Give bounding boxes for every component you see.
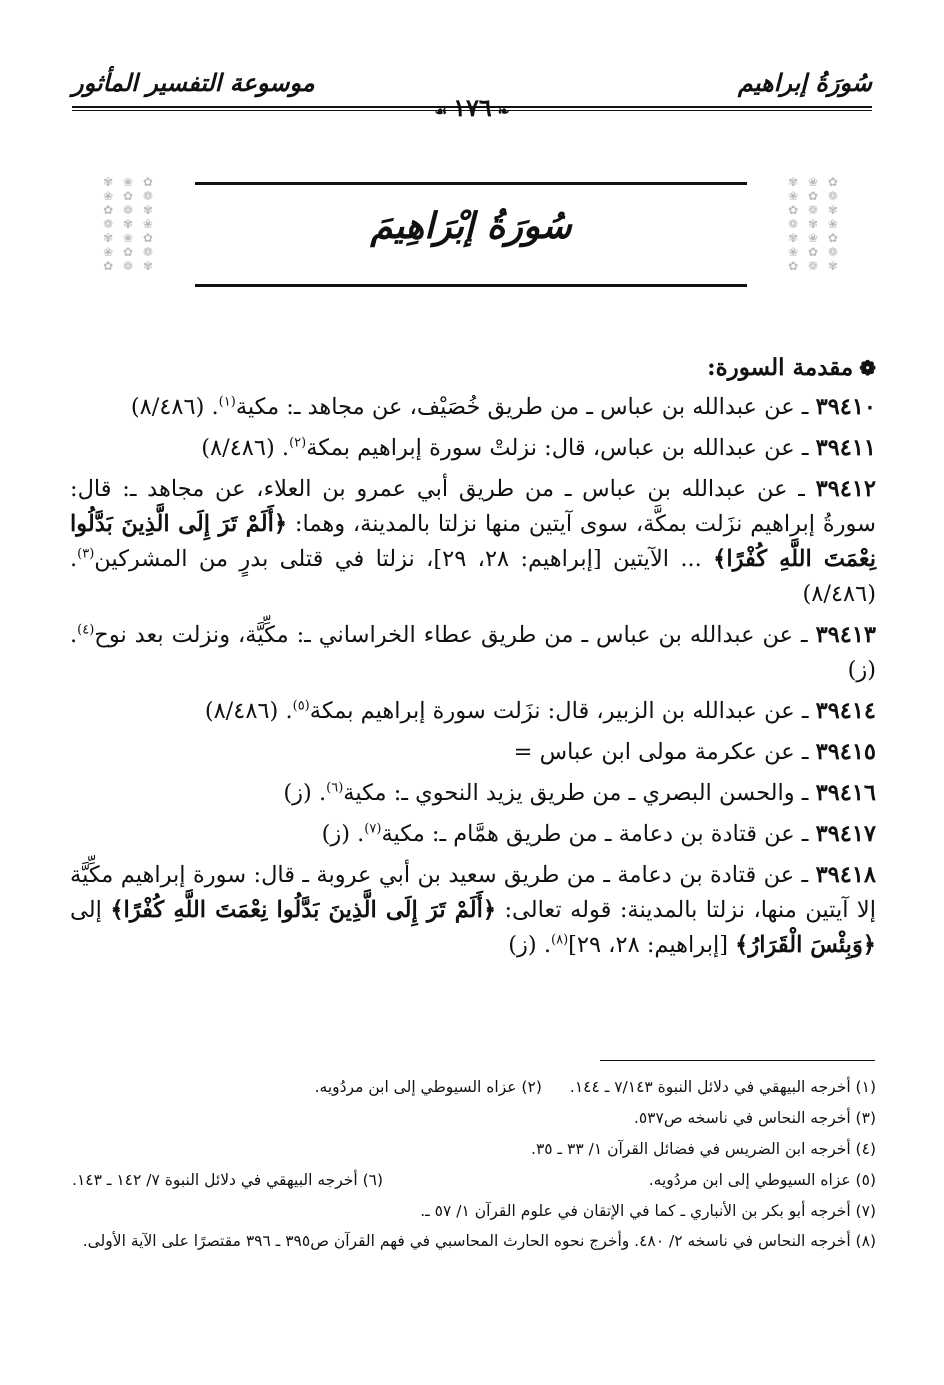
narration-text: ـ عن عبدالله بن الزبير، قال: نزَلت سورة إبراهيم بمكة — [309, 698, 816, 724]
section-title: مقدمة السورة: — [707, 354, 854, 381]
footnote: (٣) أخرجه النحاس في ناسخه ص٥٣٧. — [633, 1109, 876, 1127]
section-heading — [70, 350, 876, 386]
floral-ornament-icon: ✿ ❀ ✾ ❁ ✿ ❀ ✾ ❁ ✿ ❀ ✾ ❁ ✿ ❀ ✾ ❁ ✿ ❀ ✾ ❁ ✿ — [788, 175, 841, 273]
narration-text: [إبراهيم: ٢٨، ٢٩] — [568, 932, 736, 958]
narration-number: ٣٩٤١٨ — [815, 862, 876, 888]
narration-text: ـ عن عبدالله بن عباس، قال: نزلتْ سورة إبراهيم بمكة — [306, 435, 816, 461]
footnote-ref: (٣) — [77, 546, 95, 562]
surah-running-title: سُورَةُ إبراهيم — [737, 68, 872, 97]
narration-text: ـ عن قتادة بن دعامة ـ من طريق سعيد بن أبي عروبة ـ قال: سورة إبراهيم مكِّيَّة إلا آيتين منها، نزلتا بالمدينة: قوله تعالى: — [70, 862, 876, 923]
narration-paragraph — [70, 735, 876, 770]
footnote-ref: (٧) — [364, 821, 382, 837]
narration-ref: . (ز) — [283, 780, 327, 806]
banner-bottom-rule — [195, 284, 747, 287]
narration-text: ـ عن عكرمة مولى ابن عباس = — [513, 739, 816, 765]
narration-paragraph — [70, 776, 876, 811]
surah-title: سُورَةُ إبْرَاهِيمَ — [370, 205, 572, 247]
narration-number: ٣٩٤١٦ — [815, 780, 876, 806]
narration-text: ـ عن عبدالله بن عباس ـ من طريق خُصَيْف، عن مجاهد ـ: مكية — [235, 394, 816, 420]
footnote-ref: (٥) — [292, 698, 310, 714]
narration-number: ٣٩٤١٠ — [815, 394, 876, 420]
narration-number: ٣٩٤١٥ — [815, 739, 876, 765]
footnote: (٥) عزاه السيوطي إلى ابن مردُويه. — [648, 1171, 876, 1189]
footnote-line — [72, 1134, 876, 1165]
footnote-line — [72, 1165, 876, 1196]
footnote-ref: (٤) — [77, 622, 95, 638]
narration-number: ٣٩٤١٣ — [815, 622, 876, 648]
footnote-line — [72, 1227, 876, 1255]
footnote-separator — [600, 1060, 875, 1061]
footnote: (٧) أخرجه أبو بكر بن الأنباري ـ كما في الإتقان في علوم القرآن ١/ ٥٧ ـ. — [420, 1202, 876, 1220]
narration-paragraph — [70, 858, 876, 963]
footnote-ref: (١) — [218, 394, 236, 410]
footnote: (٨) أخرجه النحاس في ناسخه ٢/ ٤٨٠. وأخرج نحوه الحارث المحاسبي في فهم القرآن ص٣٩٥ ـ ٣٩٦ مقتصرًا على الآية الأولى. — [82, 1232, 876, 1250]
main-content — [70, 350, 876, 969]
narration-ref: . (٨/٤٨٦) — [130, 394, 219, 420]
narration-text: إلى — [70, 897, 111, 923]
narration-paragraph — [70, 472, 876, 612]
quran-verse: ﴿أَلَمْ تَرَ إِلَى الَّذِينَ بَدَّلُوا نِعْمَتَ اللَّهِ كُفْرًا﴾ — [110, 897, 497, 923]
flower-bullet-icon: ❁ — [859, 356, 876, 380]
narration-text: ـ عن قتادة بن دعامة ـ من طريق همَّام ـ: مكية — [381, 821, 816, 847]
footnote-ref: (٢) — [289, 435, 307, 451]
footnotes — [72, 1072, 876, 1255]
narration-ref: . (٨/٤٨٦) — [70, 546, 876, 607]
narration-paragraph — [70, 390, 876, 425]
page-number-text: ١٧٦ — [453, 93, 492, 122]
ornament-icon: ☙ — [434, 104, 448, 120]
narration-text: ـ عن عبدالله بن عباس ـ من طريق أبي عمرو بن العلاء، عن مجاهد ـ: قال: سورةُ إبراهيم نزَلت بمكَّة، سوى آيتين منها نزلتا بالمدينة، وهما: — [70, 476, 876, 537]
footnote: (٤) أخرجه ابن الضريس في فضائل القرآن ١/ ٣٣ ـ ٣٥. — [531, 1140, 876, 1158]
footnote-line — [72, 1103, 876, 1134]
narration-number: ٣٩٤١٧ — [815, 821, 876, 847]
narration-text: ـ والحسن البصري ـ من طريق يزيد النحوي ـ: مكية — [343, 780, 816, 806]
narration-paragraph — [70, 431, 876, 466]
floral-ornament-icon: ✿ ❀ ✾ ❁ ✿ ❀ ✾ ❁ ✿ ❀ ✾ ❁ ✿ ❀ ✾ ❁ ✿ ❀ ✾ ❁ ✿ — [103, 175, 156, 273]
banner-top-rule — [195, 182, 747, 185]
narration-ref: . (٨/٤٨٦) — [204, 698, 293, 724]
narration-number: ٣٩٤١٢ — [815, 476, 876, 502]
narration-paragraph — [70, 694, 876, 729]
footnote: (٢) عزاه السيوطي إلى ابن مردُويه. — [314, 1078, 542, 1096]
narration-paragraph — [70, 618, 876, 688]
ornament-icon: ❧ — [497, 104, 510, 120]
footnote: (٦) أخرجه البيهقي في دلائل النبوة ٧/ ١٤٢ ـ ١٤٣. — [72, 1171, 384, 1189]
narration-number: ٣٩٤١١ — [815, 435, 876, 461]
quran-verse: ﴿وَبِئْسَ الْقَرَارُ﴾ — [735, 932, 876, 958]
narration-ref: . (ز) — [321, 821, 365, 847]
narration-text: ... الآيتين [إبراهيم: ٢٨، ٢٩]، نزلتا في قتلى بدرٍ من المشركين — [94, 546, 714, 572]
narration-ref: . (ز) — [70, 622, 876, 683]
footnote-ref: (٦) — [326, 780, 344, 796]
narration-text: ـ عن عبدالله بن عباس ـ من طريق عطاء الخراساني ـ: مكِّيَّة، ونزلت بعد نوح — [94, 622, 816, 648]
narration-ref: . (٨/٤٨٦) — [201, 435, 290, 461]
quran-verse: ﴿أَلَمْ تَرَ إِلَى الَّذِينَ بَدَّلُوا نِعْمَتَ اللَّهِ كُفْرًا﴾ — [70, 511, 876, 572]
page-number — [0, 93, 944, 122]
footnote-ref: (٨) — [551, 932, 569, 948]
narration-ref: . (ز) — [508, 932, 551, 958]
narration-paragraph — [70, 817, 876, 852]
narration-number: ٣٩٤١٤ — [815, 698, 876, 724]
footnote: (١) أخرجه البيهقي في دلائل النبوة ٧/١٤٣ ـ ١٤٤. — [569, 1078, 876, 1096]
footnote-line — [72, 1072, 876, 1103]
book-running-title: موسوعة التفسير المأثور — [72, 68, 315, 97]
footnote-line — [72, 1196, 876, 1227]
